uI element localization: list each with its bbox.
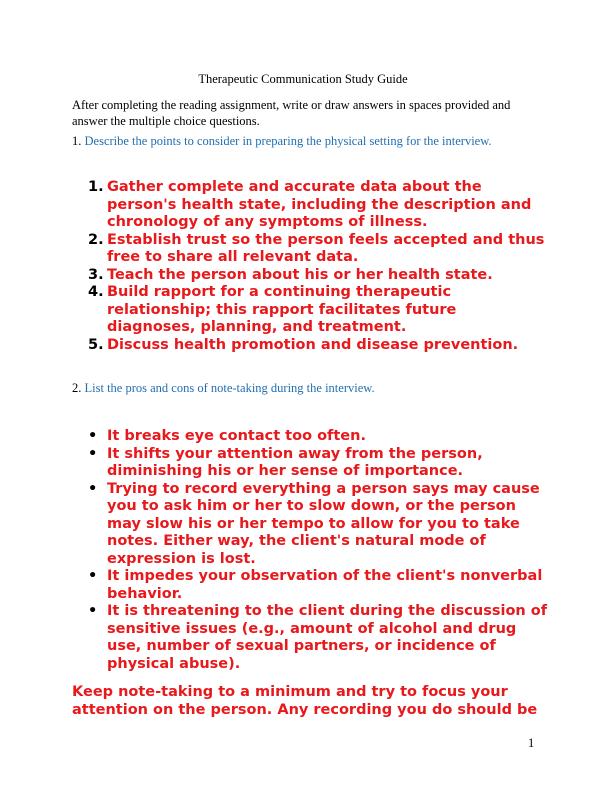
list-item [88,568,548,603]
question-2-number: 2. [72,381,82,395]
list-item-text: It is threatening to the client during the discussion of sensitive issues (e.g., amount of alcohol and drug use, number of sexual partners, or incidence of physical abuse). [107,603,548,672]
list-item-number: 2. [88,231,104,248]
list-item [88,267,548,285]
intro-paragraph: After completing the reading assignment, write or draw answers in spaces provided and answer the multiple choice questions. [72,98,511,128]
list-item [88,481,548,569]
bullet-icon: • [88,603,98,619]
list-item-text: Build rapport for a continuing therapeutic relationship; this rapport facilitates future diagnoses, planning, and treatment. [107,284,457,335]
page-title: Therapeutic Communication Study Guide [198,72,408,86]
list-item-number: 1. [88,179,104,195]
list-item-text: Gather complete and accurate data about the person's health state, including the description and chronology of any symptoms of illness. [107,179,532,230]
question-1-text: Describe the points to consider in preparing the physical setting for the interview. [84,134,492,148]
list-item-text: Teach the person about his or her health state. [107,266,493,283]
list-item [88,603,548,673]
list-item-text: It shifts your attention away from the person, diminishing his or her sense of importance. [107,445,483,479]
closing-paragraph: Keep note-taking to a minimum and try to focus your attention on the person. Any recording you do should be [72,684,538,718]
question-1-answer-list [88,179,548,354]
list-item [88,337,548,355]
question-1-number: 1. [72,134,82,148]
question-1 [72,134,492,149]
list-item [88,428,548,446]
question-2-answer-list [88,428,548,673]
list-item-number: 3. [88,266,104,283]
list-item-text: Trying to record everything a person says may cause you to ask him or her to slow down, or the person may slow his or her tempo to allow for you to take notes. Either way, the client's natural mode of expression is lost. [107,480,540,567]
page-number: 1 [528,736,535,750]
bullet-icon: • [88,480,98,497]
question-2-text: List the pros and cons of note-taking during the interview. [84,381,375,395]
list-item-text: It breaks eye contact too often. [107,428,366,444]
list-item-text: It impedes your observation of the client's nonverbal behavior. [107,568,543,602]
bullet-icon: • [88,428,98,444]
list-item [88,446,548,481]
list-item [88,179,548,232]
question-2 [72,381,375,396]
bullet-icon: • [88,568,98,584]
list-item [88,232,548,267]
list-item-text: Establish trust so the person feels accepted and thus free to share all relevant data. [107,231,545,265]
bullet-icon: • [88,445,98,462]
list-item-number: 4. [88,284,104,300]
list-item-number: 5. [88,336,104,353]
list-item [88,284,548,337]
list-item-text: Discuss health promotion and disease prevention. [107,336,519,353]
